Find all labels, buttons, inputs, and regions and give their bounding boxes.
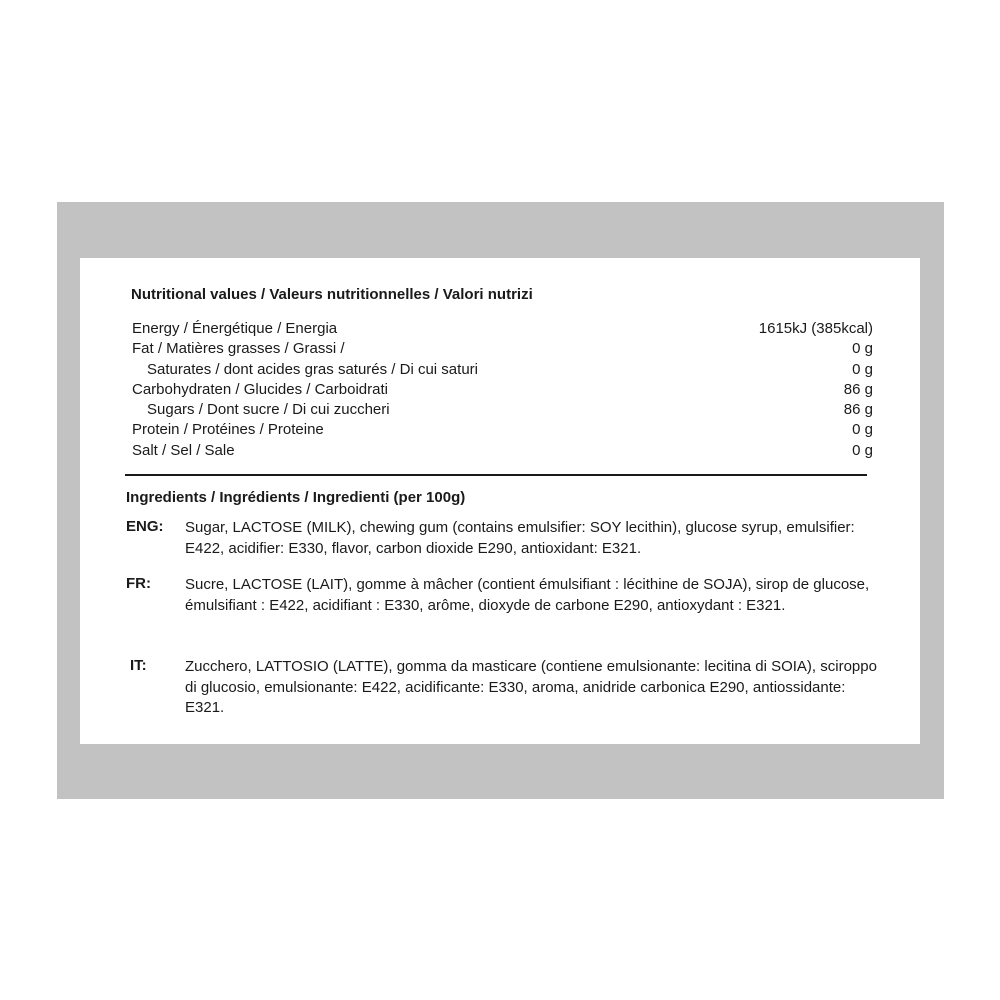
nutrient-name: Salt / Sel / Sale bbox=[132, 441, 235, 459]
ingredients-text: Zucchero, LATTOSIO (LATTE), gomma da masticare (contiene emulsionante: lecitina di SOIA), sciroppo di glucosio, emulsionante: E422, acidificante: E330, aroma, anidride carbonica E290, antiossidante: E321. bbox=[185, 658, 877, 716]
nutrition-table bbox=[132, 319, 873, 461]
ingredients-title: Ingredients / Ingrédients / Ingredienti (per 100g) bbox=[126, 489, 466, 506]
language-code: ENG: bbox=[126, 518, 164, 535]
ingredients-text: Sucre, LACTOSE (LAIT), gomme à mâcher (contient émulsifiant : lécithine de SOJA), sirop de glucose, émulsifiant : E422, acidifiant : E330, arôme, dioxyde de carbone E290, antioxydant : E321. bbox=[185, 576, 870, 614]
nutrient-value: 0 g bbox=[852, 340, 873, 358]
nutrition-row-salt bbox=[132, 441, 873, 461]
nutrition-row-sugars bbox=[132, 400, 873, 420]
nutrient-name: Sugars / Dont sucre / Di cui zuccheri bbox=[147, 401, 390, 419]
nutrient-name: Energy / Énergétique / Energia bbox=[132, 320, 338, 337]
nutrient-value: 86 g bbox=[843, 380, 873, 398]
nutrition-row-fat bbox=[132, 339, 873, 359]
nutrient-name: Fat / Matières grasses / Grassi / bbox=[132, 340, 345, 358]
nutrient-name: Protein / Protéines / Proteine bbox=[132, 421, 324, 439]
nutrient-name: Carbohydraten / Glucides / Carboidrati bbox=[132, 380, 388, 398]
nutrition-row-energy bbox=[132, 319, 873, 339]
nutrient-value: 0 g bbox=[852, 360, 873, 378]
nutrient-value: 0 g bbox=[852, 421, 873, 439]
nutrition-title: Nutritional values / Valeurs nutritionnelles / Valori nutrizi bbox=[131, 286, 533, 303]
language-code: IT: bbox=[130, 657, 147, 674]
language-code: FR: bbox=[126, 575, 151, 592]
nutrition-row-protein bbox=[132, 420, 873, 440]
nutrition-row-carbohydrates bbox=[132, 380, 873, 400]
nutrition-row-saturates bbox=[132, 360, 873, 380]
ingredients-text: Sugar, LACTOSE (MILK), chewing gum (contains emulsifier: SOY lecithin), glucose syrup, emulsifier: E422, acidifier: E330, flavor, carbon dioxide E290, antioxidant: E321. bbox=[185, 519, 855, 557]
nutrient-value: 1615kJ (385kcal) bbox=[758, 320, 873, 337]
nutrient-value: 86 g bbox=[843, 401, 873, 419]
nutrient-name: Saturates / dont acides gras saturés / Di cui saturi bbox=[147, 360, 478, 378]
nutrient-value: 0 g bbox=[852, 441, 873, 459]
section-divider bbox=[125, 474, 867, 476]
product-label bbox=[80, 258, 920, 744]
